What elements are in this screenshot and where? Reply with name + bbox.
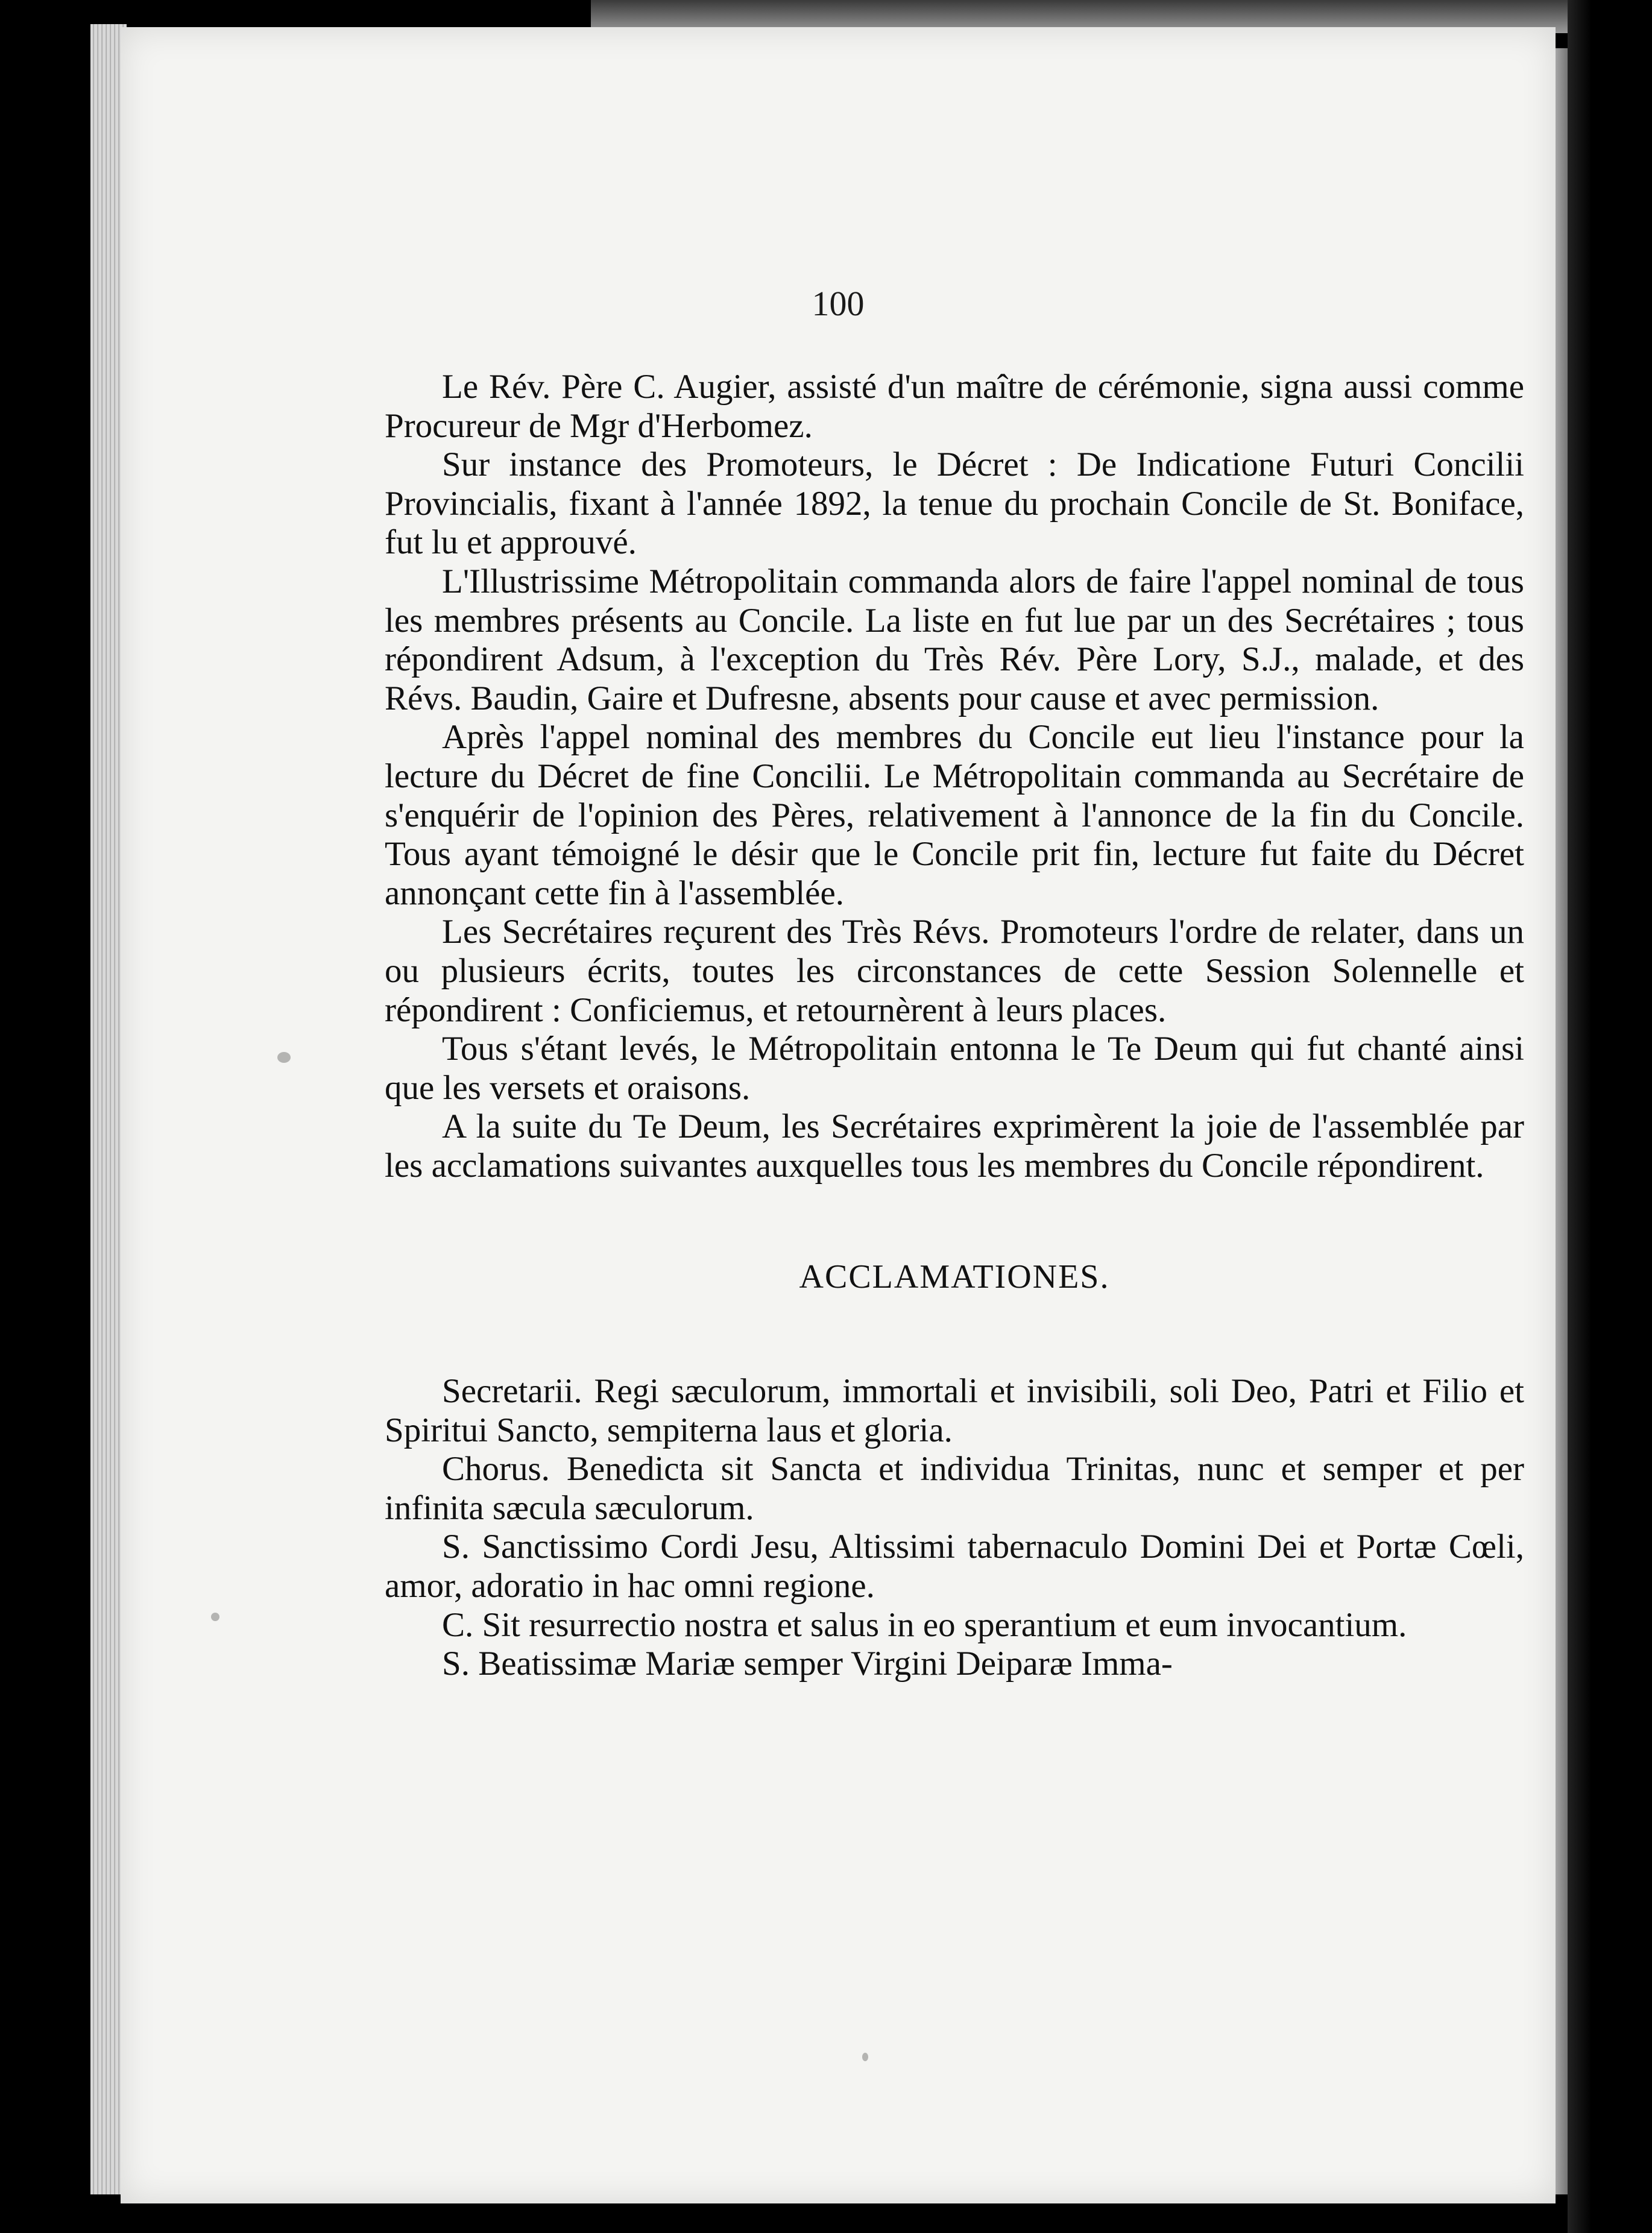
paragraph: Les Secrétaires reçurent des Très Révs. Promoteurs l'ordre de relater, dans un ou plusieurs écrits, toutes les circonstances de cette Session Solennelle et répondirent : Conficiemus, et retournèrent à leurs places. bbox=[385, 913, 1524, 1029]
book-page bbox=[121, 27, 1556, 2203]
paragraph: Après l'appel nominal des membres du Concile eut lieu l'instance pour la lecture du Décret de fine Concilii. Le Métropolitain commanda au Secrétaire de s'enquérir de l'opinion des Pères, relativement à l'annonce de la fin du Concile. Tous ayant témoigné le désir que le Concile prit fin, lecture fut faite du Décret annonçant cette fin à l'assemblée. bbox=[385, 718, 1524, 912]
scan-speck bbox=[862, 2053, 868, 2061]
scan-speck bbox=[211, 1613, 219, 1621]
scan-speck bbox=[277, 1052, 291, 1063]
paragraph: L'Illustrissime Métropolitain commanda alors de faire l'appel nominal de tous les membres présents au Concile. La liste en fut lue par un des Secrétaires ; tous répondirent Adsum, à l'exception du Très Rév. Père Lory, S.J., malade, et des Révs. Baudin, Gaire et Dufresne, absents pour cause et avec permission. bbox=[385, 562, 1524, 717]
paragraph: Sur instance des Promoteurs, le Décret : De Indicatione Futuri Concilii Provincialis, fixant à l'année 1892, la tenue du prochain Concile de St. Boniface, fut lu et approuvé. bbox=[385, 446, 1524, 562]
acclamation: Secretarii. Regi sæculorum, immortali et invisibili, soli Deo, Patri et Filio et Spiritui Sancto, sempiterna laus et gloria. bbox=[385, 1372, 1524, 1449]
acclamation: C. Sit resurrectio nostra et salus in eo sperantium et eum invocantium. bbox=[442, 1605, 1407, 1644]
page-number: 100 bbox=[812, 284, 865, 323]
paragraph: Tous s'étant levés, le Métropolitain entonna le Te Deum qui fut chanté ainsi que les versets et oraisons. bbox=[385, 1030, 1524, 1107]
acclamation: S. Beatissimæ Mariæ semper Virgini Deiparæ Imma- bbox=[442, 1645, 1173, 1683]
acclamation: Chorus. Benedicta sit Sancta et individua Trinitas, nunc et semper et per infinita sæcula sæculorum. bbox=[385, 1450, 1524, 1527]
paragraph: Le Rév. Père C. Augier, assisté d'un maître de cérémonie, signa aussi comme Procureur de Mgr d'Herbomez. bbox=[385, 368, 1524, 445]
paragraph: A la suite du Te Deum, les Secrétaires exprimèrent la joie de l'assemblée par les acclamations suivantes auxquelles tous les membres du Concile répondirent. bbox=[385, 1107, 1524, 1185]
section-heading: ACCLAMATIONES. bbox=[799, 1258, 1110, 1296]
body-text bbox=[385, 368, 1524, 1684]
book-binding-right bbox=[1568, 0, 1652, 2233]
scan-border-left bbox=[0, 0, 90, 2233]
acclamation: S. Sanctissimo Cordi Jesu, Altissimi tabernaculo Domini Dei et Portæ Cœli, amor, adoratio in hac omni regione. bbox=[385, 1528, 1524, 1605]
